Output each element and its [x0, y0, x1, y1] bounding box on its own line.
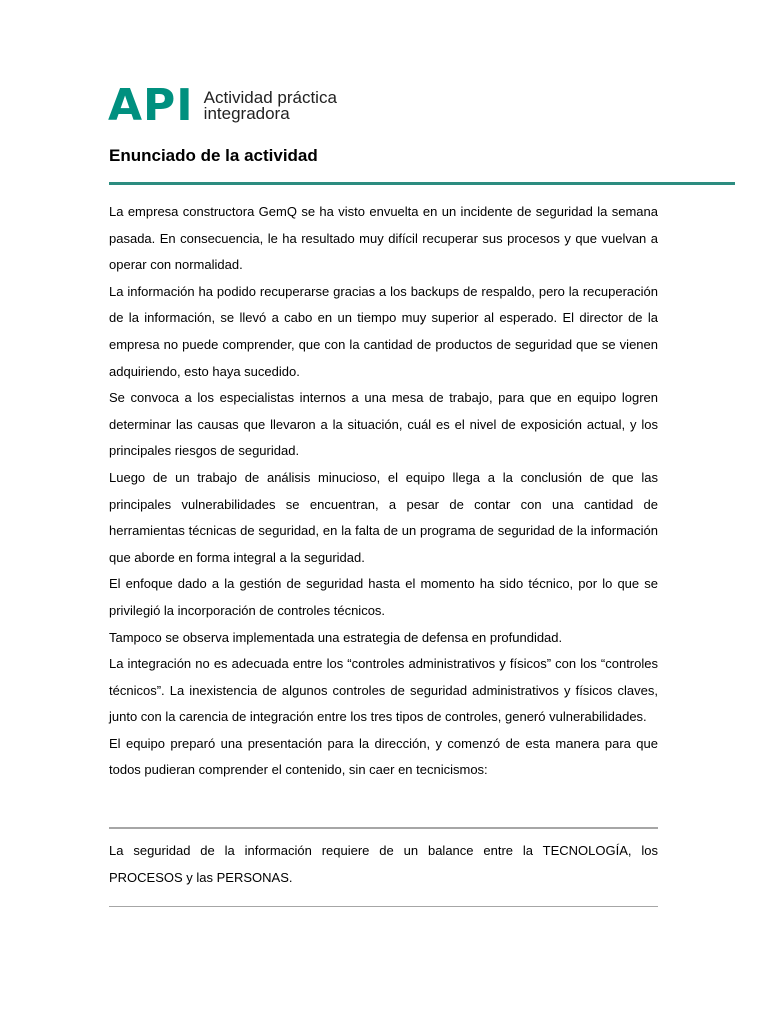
paragraph: La información ha podido recuperarse gracias a los backups de respaldo, pero la recuperación de la información, se llevó a cabo en un tiempo muy superior al esperado. El director de la empresa no puede comprender, que con la cantidad de productos de seguridad que se vienen adquiriendo, esto haya sucedido.: [109, 283, 658, 379]
logo-caption-line-2: integradora: [203, 104, 290, 123]
paragraph: La empresa constructora GemQ se ha visto envuelta en un incidente de seguridad la semana pasada. En consecuencia, le ha resultado muy difícil recuperar sus procesos y que vuelvan a operar con normalidad.: [109, 204, 658, 273]
paragraph: Luego de un trabajo de análisis minucioso, el equipo llega a la conclusión de que las principales vulnerabilidades se encuentran, a pesar de contar con una cantidad de herramientas técnicas de seguridad, en la falta de un programa de seguridad de la información que aborde en forma integral a la seguridad.: [109, 469, 658, 565]
callout-text: La seguridad de la información requiere de un balance entre la TECNOLOGÍA, los PROCESOS y las PERSONAS.: [109, 843, 658, 885]
paragraph: El enfoque dado a la gestión de seguridad hasta el momento ha sido técnico, por lo que se privilegió la incorporación de controles técnicos.: [109, 576, 658, 618]
title-divider: [109, 182, 735, 185]
paragraph: La integración no es adecuada entre los “controles administrativos y físicos” con los “controles técnicos”. La inexistencia de algunos controles de seguridad administrativos y físicos claves, junto con la carencia de integración entre los tres tipos de controles, generó vulnerabilidades.: [109, 656, 658, 725]
logo-mark: API: [108, 80, 194, 131]
logo-caption: [204, 90, 337, 122]
callout-bottom-rule: [109, 906, 658, 907]
api-logo: [108, 80, 337, 131]
paragraph: El equipo preparó una presentación para la dirección, y comenzó de esta manera para que todos pudieran comprender el contenido, sin caer en tecnicismos:: [109, 735, 658, 778]
logo-caption-line-1: Actividad práctica: [203, 88, 337, 107]
page-title: Enunciado de la actividad: [109, 146, 318, 165]
paragraph: Se convoca a los especialistas internos a una mesa de trabajo, para que en equipo logren determinar las causas que llevaron a la situación, cuál es el nivel de exposición actual, y los principales riesgos de seguridad.: [109, 390, 658, 459]
document-body: [109, 199, 658, 784]
callout-top-rule: [109, 827, 658, 829]
paragraph: Tampoco se observa implementada una estrategia de defensa en profundidad.: [109, 629, 563, 645]
